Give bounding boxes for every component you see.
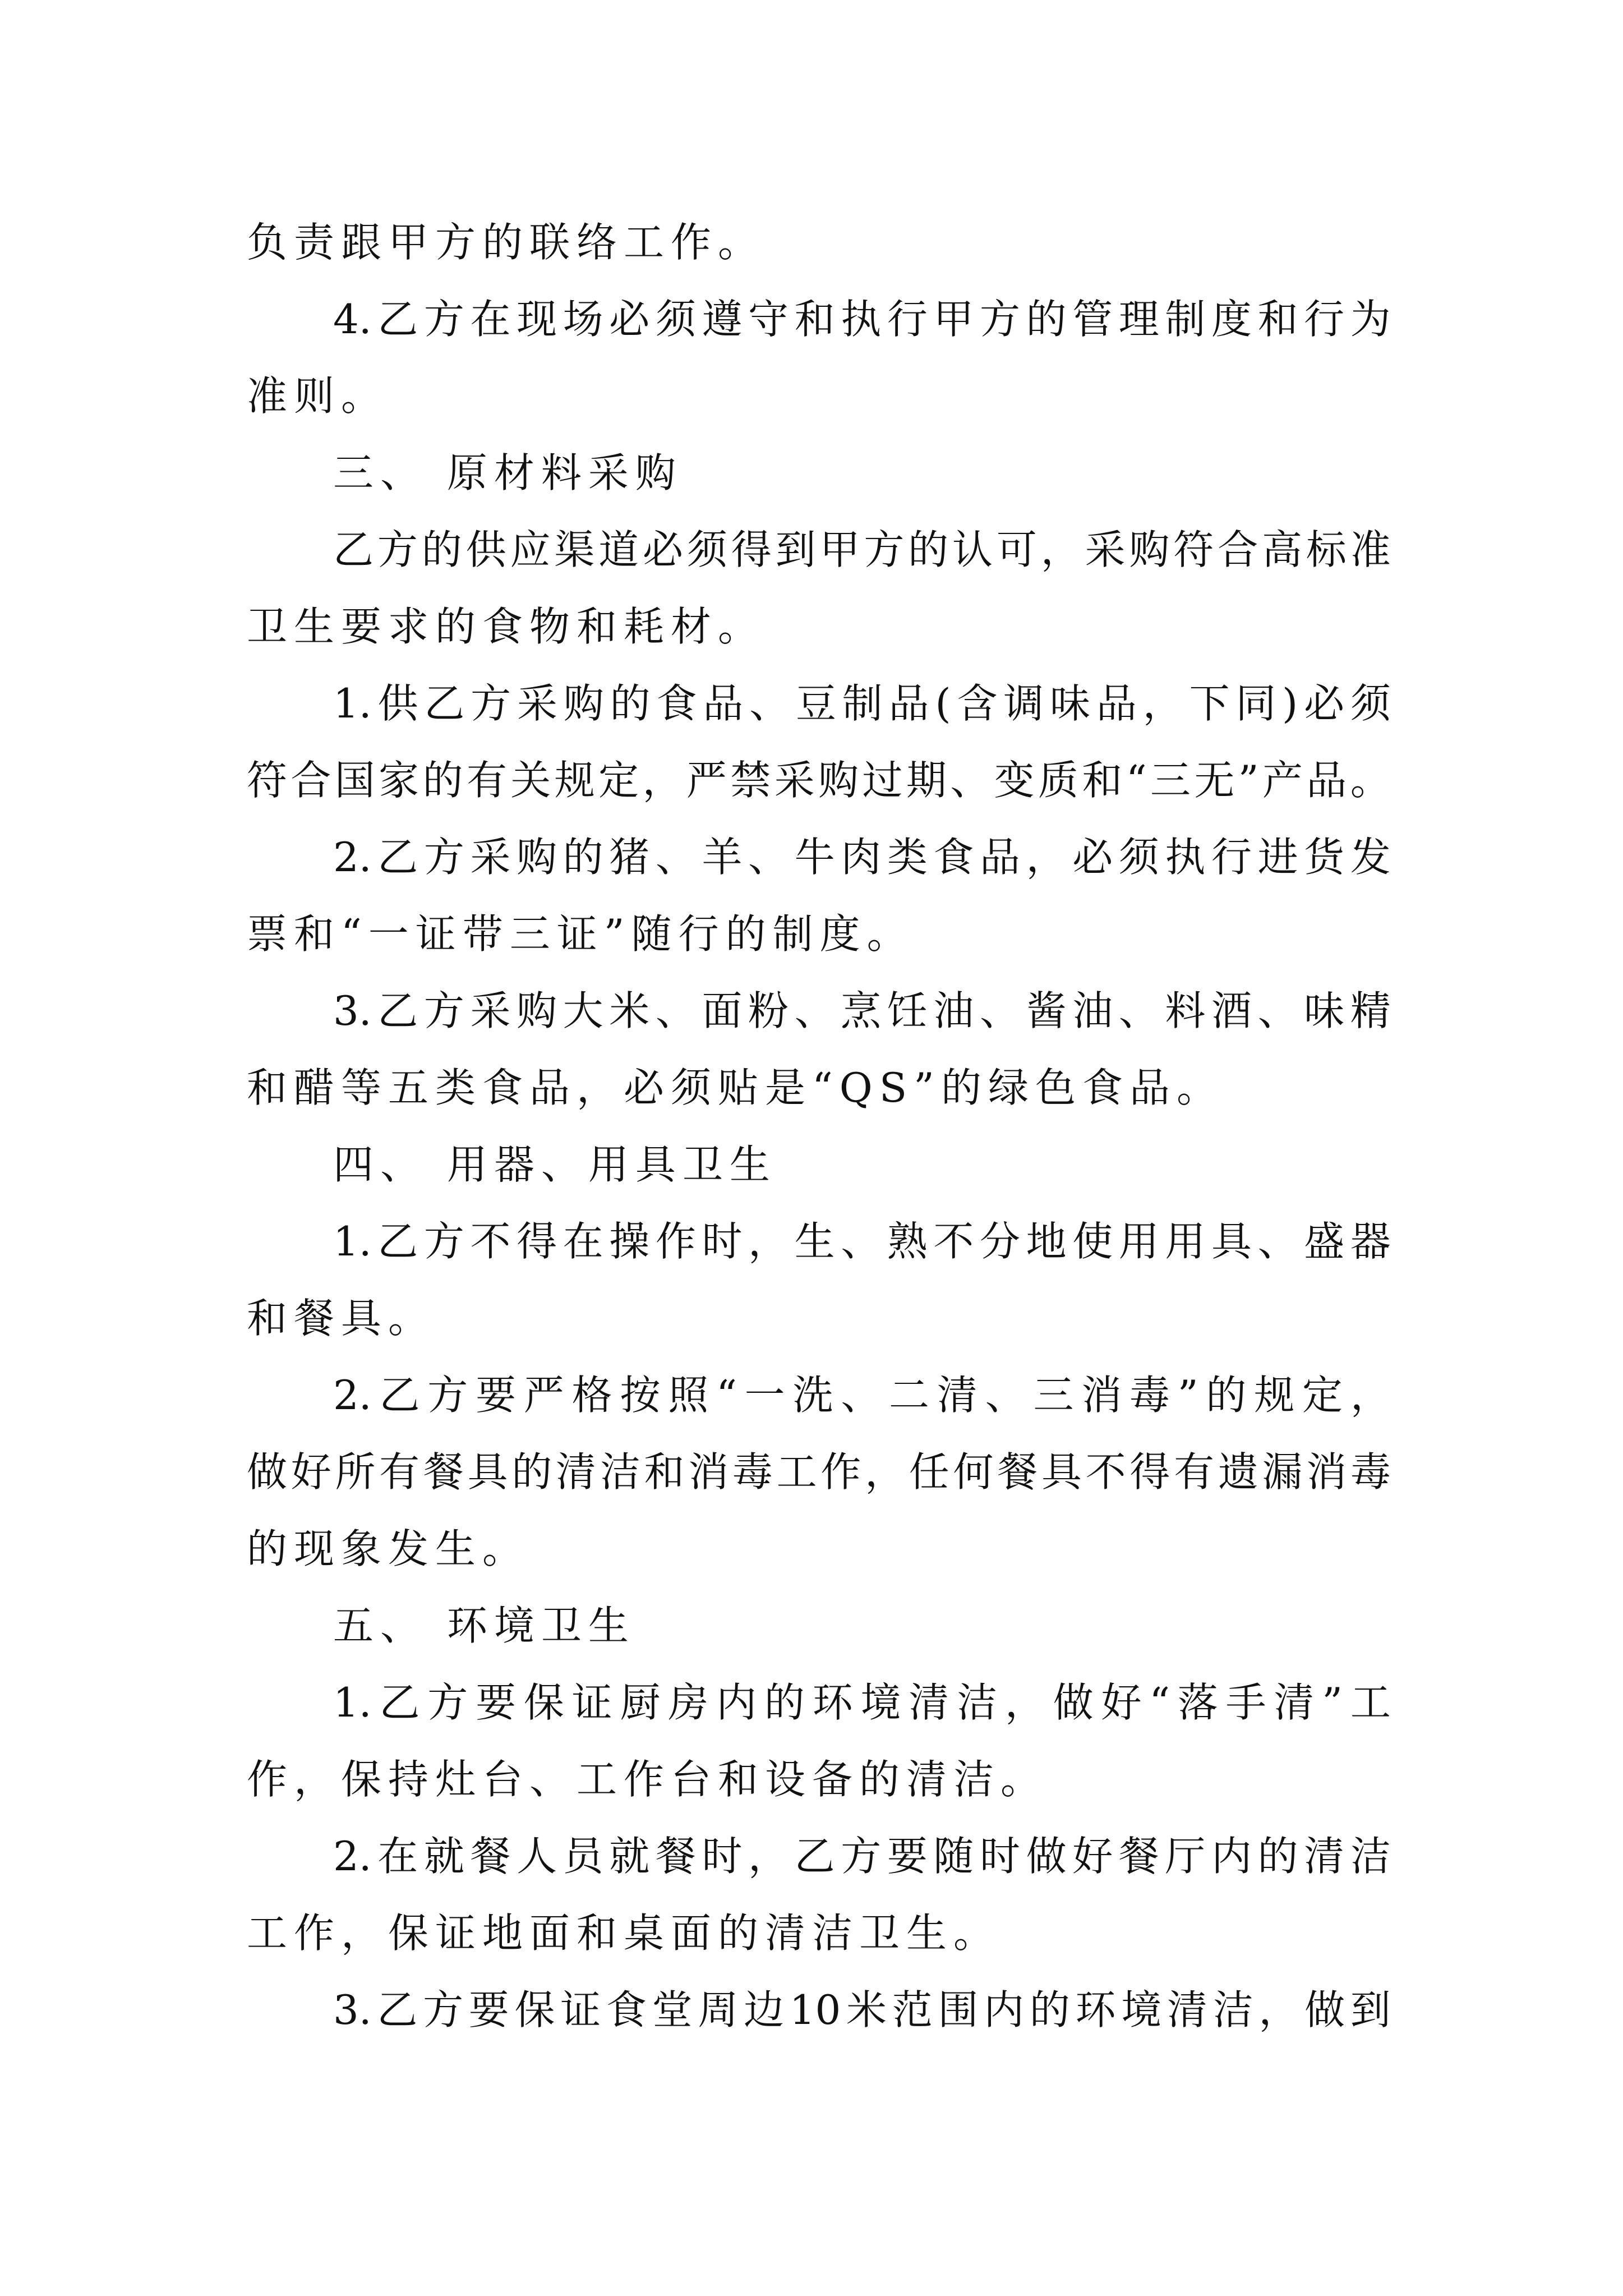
text-line: 工作，保证地面和桌面的清洁卫生。 [247, 1910, 1001, 1957]
text-line: 作，保持灶台、工作台和设备的清洁。 [247, 1756, 1048, 1803]
text-line: 2. 在 就 餐 人 员 就 餐 时 ， 乙 方 要 随 时 做 好 餐 厅 内 的 清 洁 [333, 1833, 1391, 1880]
text-line: 3. 乙 方 采 购 大 米 、 面 粉 、 烹 饪 油 、 酱 油 、 料 酒 、 味 精 [333, 987, 1391, 1034]
text-line: 2. 乙 方 采 购 的 猪 、 羊 、 牛 肉 类 食 品 ， 必 须 执 行 进 货 发 [333, 834, 1391, 881]
text-line: 的现象发生。 [247, 1525, 530, 1572]
text-line: 符 合 国 家 的 有 关 规 定 ， 严 禁 采 购 过 期 、 变 质 和 “ 三 无 ” 产 品 。 [247, 757, 1391, 804]
document-body [247, 204, 1391, 2049]
text-line: 3. 乙 方 要 保 证 食 堂 周 边 10 米 范 围 内 的 环 境 清 洁 ， 做 到 [333, 1986, 1391, 2033]
text-line: 卫生要求的食物和耗材。 [247, 603, 766, 650]
text-line: 负责跟甲方的联络工作。 [247, 219, 766, 266]
text-line: 准则。 [247, 372, 389, 420]
text-line: 四、 用器、用具卫生 [333, 1141, 777, 1188]
text-line: 五、 环境卫生 [333, 1602, 635, 1649]
text-line: 和醋等五类食品，必须贴是“QS”的绿色食品。 [247, 1064, 1224, 1111]
text-line: 1. 供 乙 方 采 购 的 食 品 、 豆 制 品 ( 含 调 味 品 ， 下 同 ) 必 须 [333, 680, 1391, 727]
text-line: 4. 乙 方 在 现 场 必 须 遵 守 和 执 行 甲 方 的 管 理 制 度 和 行 为 [333, 296, 1391, 343]
text-line: 做 好 所 有 餐 具 的 清 洁 和 消 毒 工 作 ， 任 何 餐 具 不 得 有 遗 漏 消 毒 [247, 1448, 1391, 1496]
text-line: 三、 原材料采购 [333, 449, 683, 496]
text-line: 乙 方 的 供 应 渠 道 必 须 得 到 甲 方 的 认 可 ， 采 购 符 合 高 标 准 [333, 526, 1391, 573]
text-line: 1. 乙 方 不 得 在 操 作 时 ， 生 、 熟 不 分 地 使 用 用 具 、 盛 器 [333, 1218, 1391, 1265]
text-line: 和餐具。 [247, 1295, 436, 1342]
text-line: 1. 乙 方 要 保 证 厨 房 内 的 环 境 清 洁 ， 做 好 “ 落 手 清 ” 工 [333, 1679, 1391, 1726]
text-line: 2. 乙 方 要 严 格 按 照 “ 一 洗 、 二 清 、 三 消 毒 ” 的 规 定 ， [333, 1372, 1391, 1419]
text-line: 票和“一证带三证”随行的制度。 [247, 910, 914, 958]
